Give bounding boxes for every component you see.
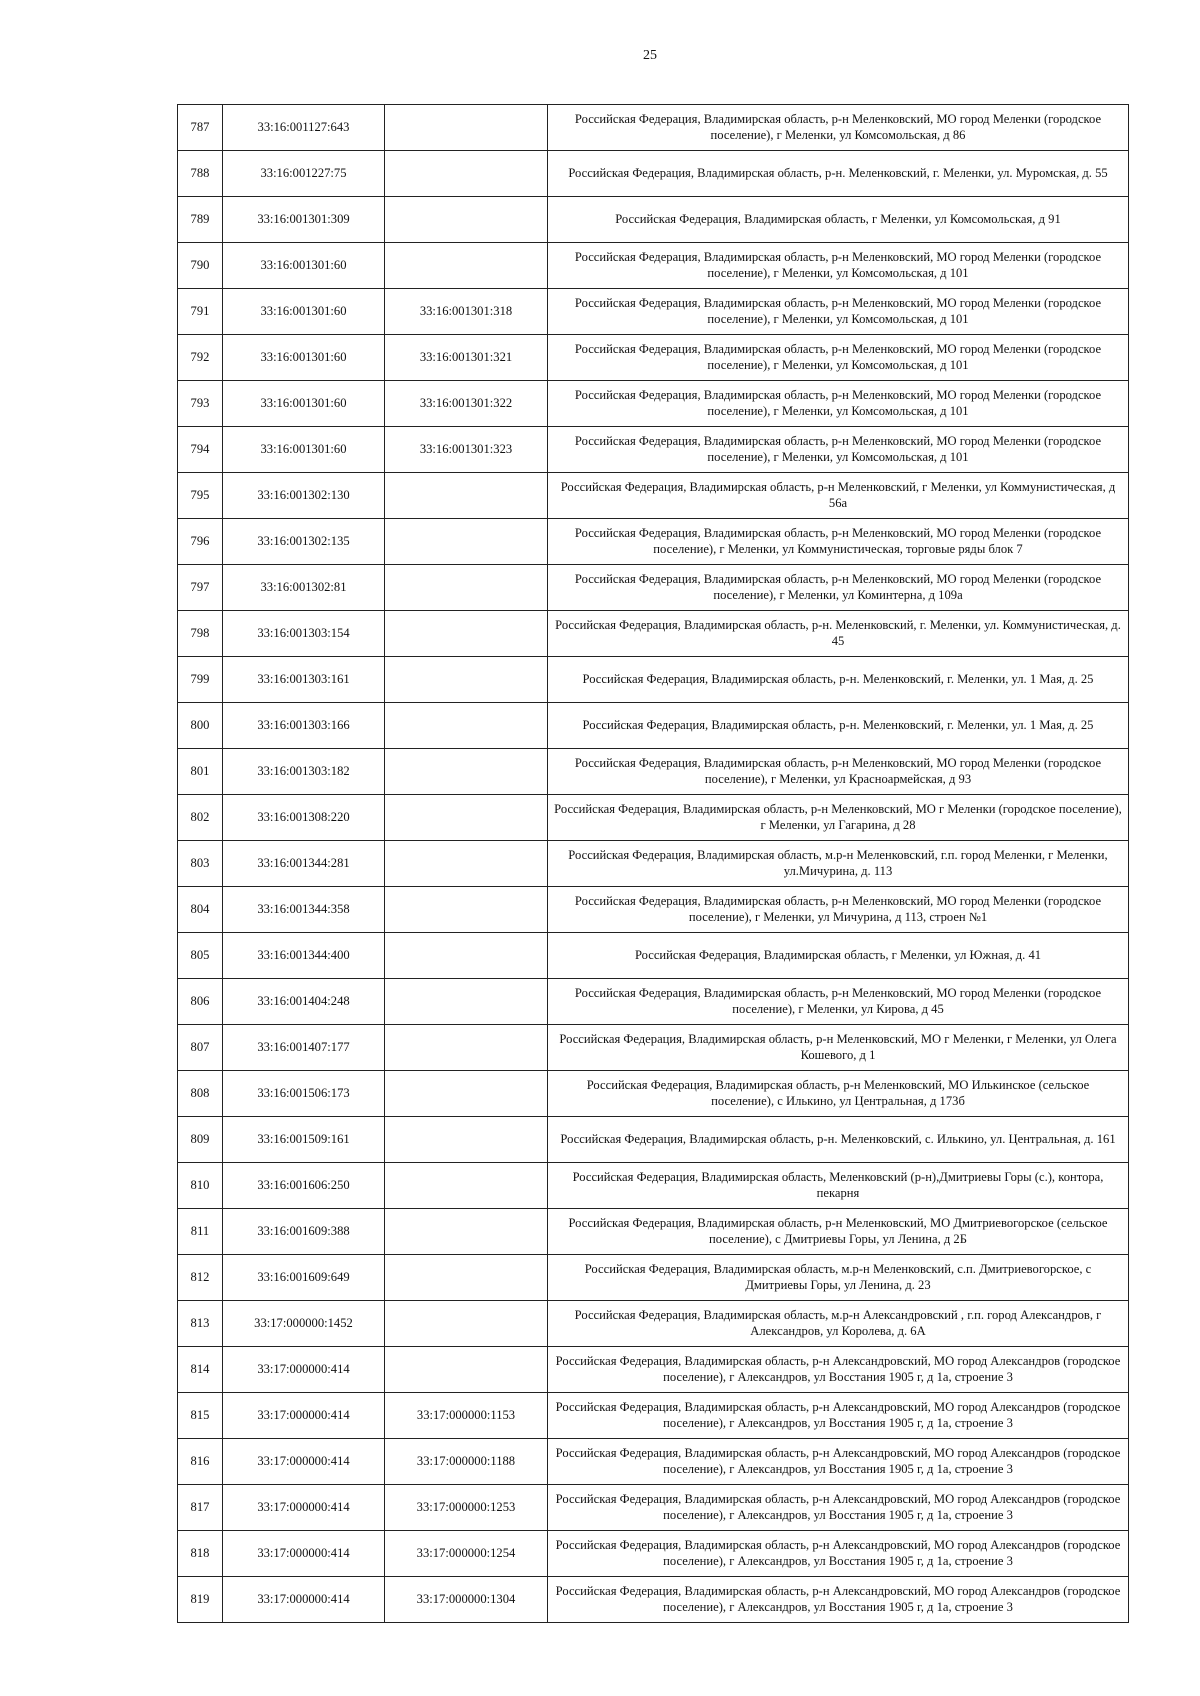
sub-cadastral-number-cell xyxy=(385,1209,548,1255)
table-row xyxy=(178,197,1129,243)
page-number: 25 xyxy=(643,48,657,63)
cadastral-number-cell: 33:16:001301:60 xyxy=(223,427,385,473)
address-cell: Российская Федерация, Владимирская область, р-н. Меленковский, г. Меленки, ул. Муромская, д. 55 xyxy=(548,151,1129,197)
row-number-cell: 812 xyxy=(178,1255,223,1301)
table-row xyxy=(178,335,1129,381)
sub-cadastral-number-cell xyxy=(385,1255,548,1301)
cadastral-number-cell: 33:16:001303:182 xyxy=(223,749,385,795)
row-number-cell: 800 xyxy=(178,703,223,749)
row-number-cell: 813 xyxy=(178,1301,223,1347)
sub-cadastral-number-cell xyxy=(385,841,548,887)
sub-cadastral-number-cell: 33:17:000000:1304 xyxy=(385,1577,548,1623)
row-number-cell: 805 xyxy=(178,933,223,979)
sub-cadastral-number-cell xyxy=(385,749,548,795)
row-number-cell: 808 xyxy=(178,1071,223,1117)
sub-cadastral-number-cell: 33:16:001301:321 xyxy=(385,335,548,381)
table-row xyxy=(178,887,1129,933)
sub-cadastral-number-cell: 33:17:000000:1188 xyxy=(385,1439,548,1485)
sub-cadastral-number-cell xyxy=(385,933,548,979)
row-number-cell: 795 xyxy=(178,473,223,519)
cadastral-number-cell: 33:17:000000:414 xyxy=(223,1485,385,1531)
row-number-cell: 819 xyxy=(178,1577,223,1623)
row-number-cell: 809 xyxy=(178,1117,223,1163)
table-row xyxy=(178,1347,1129,1393)
address-cell: Российская Федерация, Владимирская область, р-н. Меленковский, г. Меленки, ул. 1 Мая, д. 25 xyxy=(548,657,1129,703)
cadastral-number-cell: 33:17:000000:1452 xyxy=(223,1301,385,1347)
cadastral-number-cell: 33:16:001301:60 xyxy=(223,289,385,335)
cadastral-number-cell: 33:16:001303:161 xyxy=(223,657,385,703)
address-cell: Российская Федерация, Владимирская область, р-н Меленковский, МО город Меленки (городское поселение), г Меленки, ул Комсомольская, д 101 xyxy=(548,335,1129,381)
address-cell: Российская Федерация, Владимирская область, р-н Меленковский, МО г Меленки, г Меленки, ул Олега Кошевого, д 1 xyxy=(548,1025,1129,1071)
cadastral-number-cell: 33:17:000000:414 xyxy=(223,1347,385,1393)
sub-cadastral-number-cell: 33:17:000000:1153 xyxy=(385,1393,548,1439)
cadastral-number-cell: 33:17:000000:414 xyxy=(223,1439,385,1485)
cadastral-number-cell: 33:16:001301:60 xyxy=(223,335,385,381)
cadastral-number-cell: 33:16:001506:173 xyxy=(223,1071,385,1117)
sub-cadastral-number-cell: 33:16:001301:323 xyxy=(385,427,548,473)
row-number-cell: 791 xyxy=(178,289,223,335)
address-cell: Российская Федерация, Владимирская область, р-н Меленковский, МО город Меленки (городское поселение), г Меленки, ул Коминтерна, д 109а xyxy=(548,565,1129,611)
table-row xyxy=(178,979,1129,1025)
table-row xyxy=(178,1163,1129,1209)
registry-table xyxy=(177,104,1129,1623)
sub-cadastral-number-cell xyxy=(385,887,548,933)
cadastral-number-cell: 33:16:001609:649 xyxy=(223,1255,385,1301)
sub-cadastral-number-cell xyxy=(385,979,548,1025)
address-cell: Российская Федерация, Владимирская область, м.р-н Александровский , г.п. город Александров, г Александров, ул Королева, д. 6А xyxy=(548,1301,1129,1347)
sub-cadastral-number-cell: 33:16:001301:318 xyxy=(385,289,548,335)
address-cell: Российская Федерация, Владимирская область, р-н Меленковский, МО город Меленки (городское поселение), г Меленки, ул Коммунистическая, торговые ряды блок 7 xyxy=(548,519,1129,565)
sub-cadastral-number-cell xyxy=(385,151,548,197)
address-cell: Российская Федерация, Владимирская область, р-н Меленковский, МО Дмитриевогорское (сельское поселение), с Дмитриевы Горы, ул Ленина, д 2Б xyxy=(548,1209,1129,1255)
cadastral-number-cell: 33:16:001302:130 xyxy=(223,473,385,519)
address-cell: Российская Федерация, Владимирская область, р-н Меленковский, МО город Меленки (городское поселение), г Меленки, ул Комсомольская, д 101 xyxy=(548,243,1129,289)
address-cell: Российская Федерация, Владимирская область, р-н Меленковский, МО город Меленки (городское поселение), г Меленки, ул Мичурина, д 113, строен №1 xyxy=(548,887,1129,933)
address-cell: Российская Федерация, Владимирская область, р-н Меленковский, МО город Меленки (городское поселение), г Меленки, ул Комсомольская, д 101 xyxy=(548,289,1129,335)
row-number-cell: 807 xyxy=(178,1025,223,1071)
row-number-cell: 787 xyxy=(178,105,223,151)
cadastral-number-cell: 33:17:000000:414 xyxy=(223,1531,385,1577)
table-row xyxy=(178,1485,1129,1531)
cadastral-number-cell: 33:16:001301:309 xyxy=(223,197,385,243)
address-cell: Российская Федерация, Владимирская область, р-н Александровский, МО город Александров (городское поселение), г Александров, ул Восстания 1905 г, д 1а, строение 3 xyxy=(548,1439,1129,1485)
sub-cadastral-number-cell: 33:16:001301:322 xyxy=(385,381,548,427)
address-cell: Российская Федерация, Владимирская область, р-н Меленковский, МО город Меленки (городское поселение), г Меленки, ул Красноармейская, д 93 xyxy=(548,749,1129,795)
row-number-cell: 788 xyxy=(178,151,223,197)
table-row xyxy=(178,703,1129,749)
cadastral-number-cell: 33:17:000000:414 xyxy=(223,1393,385,1439)
table-row xyxy=(178,933,1129,979)
sub-cadastral-number-cell xyxy=(385,1117,548,1163)
table-row xyxy=(178,427,1129,473)
row-number-cell: 810 xyxy=(178,1163,223,1209)
address-cell: Российская Федерация, Владимирская область, р-н Александровский, МО город Александров (городское поселение), г Александров, ул Восстания 1905 г, д 1а, строение 3 xyxy=(548,1393,1129,1439)
table-row xyxy=(178,1393,1129,1439)
sub-cadastral-number-cell xyxy=(385,565,548,611)
address-cell: Российская Федерация, Владимирская область, р-н Меленковский, МО город Меленки (городское поселение), г Меленки, ул Комсомольская, д 86 xyxy=(548,105,1129,151)
table-row xyxy=(178,1025,1129,1071)
cadastral-number-cell: 33:16:001404:248 xyxy=(223,979,385,1025)
cadastral-number-cell: 33:17:000000:414 xyxy=(223,1577,385,1623)
row-number-cell: 801 xyxy=(178,749,223,795)
address-cell: Российская Федерация, Владимирская область, р-н Меленковский, МО г Меленки (городское поселение), г Меленки, ул Гагарина, д 28 xyxy=(548,795,1129,841)
row-number-cell: 797 xyxy=(178,565,223,611)
address-cell: Российская Федерация, Владимирская область, р-н Меленковский, МО город Меленки (городское поселение), г Меленки, ул Комсомольская, д 101 xyxy=(548,381,1129,427)
address-cell: Российская Федерация, Владимирская область, р-н Меленковский, МО город Меленки (городское поселение), г Меленки, ул Кирова, д 45 xyxy=(548,979,1129,1025)
cadastral-number-cell: 33:16:001303:166 xyxy=(223,703,385,749)
cadastral-number-cell: 33:16:001301:60 xyxy=(223,243,385,289)
address-cell: Российская Федерация, Владимирская область, м.р-н Меленковский, с.п. Дмитриевогорское, с Дмитриевы Горы, ул Ленина, д. 23 xyxy=(548,1255,1129,1301)
table-row xyxy=(178,1439,1129,1485)
row-number-cell: 792 xyxy=(178,335,223,381)
cadastral-number-cell: 33:16:001127:643 xyxy=(223,105,385,151)
sub-cadastral-number-cell xyxy=(385,197,548,243)
table-row xyxy=(178,289,1129,335)
sub-cadastral-number-cell xyxy=(385,1071,548,1117)
sub-cadastral-number-cell xyxy=(385,1301,548,1347)
cadastral-number-cell: 33:16:001344:400 xyxy=(223,933,385,979)
table-row xyxy=(178,1117,1129,1163)
sub-cadastral-number-cell xyxy=(385,611,548,657)
row-number-cell: 803 xyxy=(178,841,223,887)
row-number-cell: 799 xyxy=(178,657,223,703)
address-cell: Российская Федерация, Владимирская область, р-н. Меленковский, с. Илькино, ул. Центральная, д. 161 xyxy=(548,1117,1129,1163)
cadastral-number-cell: 33:16:001227:75 xyxy=(223,151,385,197)
table-row xyxy=(178,1255,1129,1301)
row-number-cell: 793 xyxy=(178,381,223,427)
cadastral-number-cell: 33:16:001344:281 xyxy=(223,841,385,887)
row-number-cell: 818 xyxy=(178,1531,223,1577)
cadastral-number-cell: 33:16:001301:60 xyxy=(223,381,385,427)
row-number-cell: 814 xyxy=(178,1347,223,1393)
row-number-cell: 789 xyxy=(178,197,223,243)
table-row xyxy=(178,841,1129,887)
address-cell: Российская Федерация, Владимирская область, м.р-н Меленковский, г.п. город Меленки, г Меленки, ул.Мичурина, д. 113 xyxy=(548,841,1129,887)
sub-cadastral-number-cell xyxy=(385,657,548,703)
address-cell: Российская Федерация, Владимирская область, р-н. Меленковский, г. Меленки, ул. 1 Мая, д. 25 xyxy=(548,703,1129,749)
sub-cadastral-number-cell xyxy=(385,105,548,151)
cadastral-number-cell: 33:16:001606:250 xyxy=(223,1163,385,1209)
cadastral-number-cell: 33:16:001303:154 xyxy=(223,611,385,657)
table-row xyxy=(178,519,1129,565)
table-row xyxy=(178,151,1129,197)
address-cell: Российская Федерация, Владимирская область, Меленковский (р-н),Дмитриевы Горы (с.), контора, пекарня xyxy=(548,1163,1129,1209)
table-row xyxy=(178,1071,1129,1117)
address-cell: Российская Федерация, Владимирская область, р-н Александровский, МО город Александров (городское поселение), г Александров, ул Восстания 1905 г, д 1а, строение 3 xyxy=(548,1531,1129,1577)
address-cell: Российская Федерация, Владимирская область, р-н Меленковский, МО город Меленки (городское поселение), г Меленки, ул Комсомольская, д 101 xyxy=(548,427,1129,473)
sub-cadastral-number-cell xyxy=(385,703,548,749)
table-row xyxy=(178,657,1129,703)
cadastral-number-cell: 33:16:001609:388 xyxy=(223,1209,385,1255)
row-number-cell: 817 xyxy=(178,1485,223,1531)
row-number-cell: 794 xyxy=(178,427,223,473)
sub-cadastral-number-cell xyxy=(385,1025,548,1071)
address-cell: Российская Федерация, Владимирская область, р-н Меленковский, МО Илькинское (сельское поселение), с Илькино, ул Центральная, д 173б xyxy=(548,1071,1129,1117)
row-number-cell: 806 xyxy=(178,979,223,1025)
row-number-cell: 802 xyxy=(178,795,223,841)
address-cell: Российская Федерация, Владимирская область, р-н Меленковский, г Меленки, ул Коммунистическая, д 56а xyxy=(548,473,1129,519)
table-row xyxy=(178,381,1129,427)
table-row xyxy=(178,795,1129,841)
table-row xyxy=(178,611,1129,657)
table-row xyxy=(178,749,1129,795)
row-number-cell: 815 xyxy=(178,1393,223,1439)
row-number-cell: 811 xyxy=(178,1209,223,1255)
address-cell: Российская Федерация, Владимирская область, р-н Александровский, МО город Александров (городское поселение), г Александров, ул Восстания 1905 г, д 1а, строение 3 xyxy=(548,1577,1129,1623)
table-row xyxy=(178,1577,1129,1623)
row-number-cell: 790 xyxy=(178,243,223,289)
registry-body xyxy=(178,105,1129,1623)
cadastral-number-cell: 33:16:001509:161 xyxy=(223,1117,385,1163)
table-row xyxy=(178,473,1129,519)
sub-cadastral-number-cell xyxy=(385,1163,548,1209)
address-cell: Российская Федерация, Владимирская область, р-н. Меленковский, г. Меленки, ул. Коммунистическая, д. 45 xyxy=(548,611,1129,657)
address-cell: Российская Федерация, Владимирская область, г Меленки, ул Южная, д. 41 xyxy=(548,933,1129,979)
sub-cadastral-number-cell xyxy=(385,795,548,841)
sub-cadastral-number-cell xyxy=(385,473,548,519)
table-row xyxy=(178,1531,1129,1577)
cadastral-number-cell: 33:16:001302:81 xyxy=(223,565,385,611)
row-number-cell: 804 xyxy=(178,887,223,933)
sub-cadastral-number-cell: 33:17:000000:1253 xyxy=(385,1485,548,1531)
table-row xyxy=(178,565,1129,611)
sub-cadastral-number-cell xyxy=(385,519,548,565)
address-cell: Российская Федерация, Владимирская область, р-н Александровский, МО город Александров (городское поселение), г Александров, ул Восстания 1905 г, д 1а, строение 3 xyxy=(548,1347,1129,1393)
cadastral-number-cell: 33:16:001302:135 xyxy=(223,519,385,565)
cadastral-number-cell: 33:16:001308:220 xyxy=(223,795,385,841)
address-cell: Российская Федерация, Владимирская область, р-н Александровский, МО город Александров (городское поселение), г Александров, ул Восстания 1905 г, д 1а, строение 3 xyxy=(548,1485,1129,1531)
table-row xyxy=(178,105,1129,151)
cadastral-number-cell: 33:16:001344:358 xyxy=(223,887,385,933)
sub-cadastral-number-cell xyxy=(385,243,548,289)
row-number-cell: 796 xyxy=(178,519,223,565)
row-number-cell: 798 xyxy=(178,611,223,657)
table-row xyxy=(178,1209,1129,1255)
row-number-cell: 816 xyxy=(178,1439,223,1485)
cadastral-number-cell: 33:16:001407:177 xyxy=(223,1025,385,1071)
table-row xyxy=(178,243,1129,289)
address-cell: Российская Федерация, Владимирская область, г Меленки, ул Комсомольская, д 91 xyxy=(548,197,1129,243)
table-row xyxy=(178,1301,1129,1347)
sub-cadastral-number-cell xyxy=(385,1347,548,1393)
sub-cadastral-number-cell: 33:17:000000:1254 xyxy=(385,1531,548,1577)
